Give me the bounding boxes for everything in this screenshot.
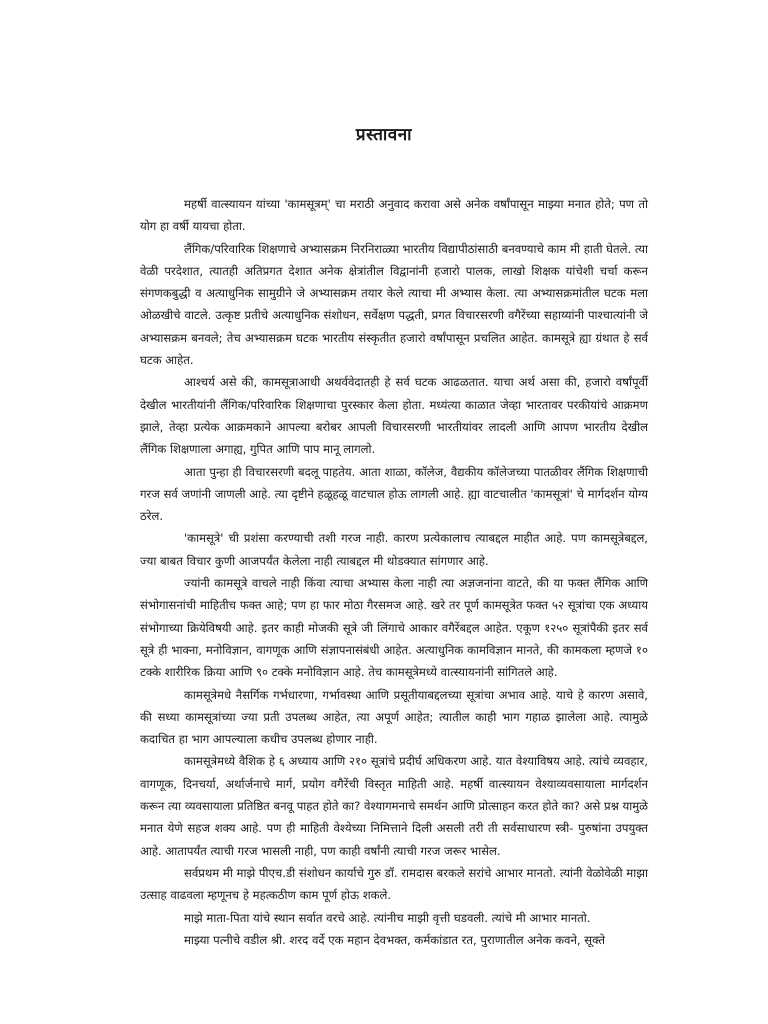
paragraph: माझ्या पत्नीचे वडील श्री. शरद वर्दे एक महान देवभक्त, कर्मकांडात रत, पुराणातील अनेक कवने, सूक्ते (184, 932, 605, 947)
paragraph: माझे माता-पिता यांचे स्थान सर्वात वरचे आहे. त्यांनीच माझी वृत्ती घडवली. त्यांचे मी आभार मानतो. (184, 910, 591, 925)
paragraph: कामसूत्रेमधे नैसर्गिक गर्भधारणा, गर्भावस्था आणि प्रसूतीयाबद्दलच्या सूत्रांचा अभाव आहे. याचे हे कारण असावे, की सध्या कामसूत्रांच्या ज्या प्रती उपलब्ध आहेत, त्या अपूर्ण आहेत; त्यातील काही भाग गहाळ झालेला आहे. त्यामुळे कदाचित हा भाग आपल्याला कधीच उपलब्ध होणार नाही. (140, 687, 648, 747)
paragraph: ज्यांनी कामसूत्रे वाचले नाही किंवा त्याचा अभ्यास केला नाही त्या अज्ञजनांना वाटते, की या फक्त लैंगिक आणि संभोगासनांची माहितीच फक्त आहे; पण हा फार मोठा गैरसमज आहे. खरे तर पूर्ण कामसूत्रेत फक्त ५२ सूत्रांचा एक अध्याय संभोगाच्या क्रियेविषयी आहे. इतर काही मोजकी सूत्रे जी लिंगाचे आकार वगैरेंबद्दल आहेत. एकूण १२५० सूत्रांपैकी इतर सर्व सूत्रे ही भाक्ना, मनोविज्ञान, वागणूक आणि संज्ञापनासंबंधी आहेत. अत्याधुनिक कामविज्ञान मानते, की कामकला म्हणजे १० टक्के शारीरिक क्रिया आणि ९० टक्के मनोविज्ञान आहे. तेच कामसूत्रेमध्ये वात्स्यायनांनी सांगितले आहे. (140, 576, 648, 680)
page-title: प्रस्तावना (355, 125, 413, 145)
paragraph: आश्चर्य असे की, कामसूत्राआधी अथर्ववेदातही हे सर्व घटक आढळतात. याचा अर्थ असा की, हजारो वर्षांपूर्वी देखील भारतीयांनी लैंगिक/परिवारिक शिक्षणाचा पुरस्कार केला होता. मध्यंत्या काळात जेव्हा भारतावर परकीयांचे आक्रमण झाले, तेव्हा प्रत्येक आक्रमकाने आपल्या बरोबर आपली विचारसरणी भारतीयांवर लादली आणि आपण भारतीय देखील लैंगिक शिक्षणाला अगाह्य, गुपित आणि पाप मानू लागलो. (140, 375, 648, 457)
paragraph: महर्षी वात्स्यायन यांच्या 'कामसूत्रम्' चा मराठी अनुवाद करावा असे अनेक वर्षांपासून माझ्या मनात होते; पण तो योग हा वर्षी यायचा होता. (140, 197, 648, 234)
paragraph: कामसूत्रेमध्ये वैशिक हे ६ अध्याय आणि २१० सूत्रांचे प्रदीर्घ अधिकरण आहे. यात वेश्याविषय आहे. त्यांचे व्यवहार, वागणूक, दिनचर्या, अर्थार्जनाचे मार्ग, प्रयोग वगैरेंची विस्तृत माहिती आहे. महर्षी वात्स्यायन वेश्याव्यवसायाला मार्गदर्शन करून त्या व्यवसायाला प्रतिष्ठित बनवू पाहत होते का? वेश्यागमनाचे समर्थन आणि प्रोत्साहन करत होते का? असे प्रश्न यामुळे मनात येणे सहज शक्य आहे. पण ही माहिती वेश्येच्या निमित्ताने दिली असली तरी ती सर्वसाधारण स्त्री- पुरुषांना उपयुक्त आहे. आतापर्यंत त्याची गरज भासली नाही, पण काही वर्षांनी त्याची गरज जरूर भासेल. (140, 754, 648, 858)
paragraph: आता पुन्हा ही विचारसरणी बदलू पाहतेय. आता शाळा, कॉलेज, वैद्यकीय कॉलेजच्या पातळीवर लैंगिक शिक्षणाची गरज सर्व जणांनी जाणली आहे. त्या दृष्टीने हळूहळू वाटचाल होऊ लागली आहे. ह्या वाटचालीत 'कामसूत्रां' चे मार्गदर्शन योग्य ठरेल. (140, 464, 648, 524)
body-text (140, 193, 648, 951)
paragraph: 'कामसूत्रे' ची प्रशंसा करण्याची तशी गरज नाही. कारण प्रत्येकालाच त्याबद्दल माहीत आहे. पण कामसूत्रेबद्दल, ज्या बाबत विचार कुणी आजपर्यंत केलेला नाही त्याबद्दल मी थोडक्यात सांगणार आहे. (140, 531, 648, 568)
paragraph: लैंगिक/परिवारिक शिक्षणाचे अभ्यासक्रम निरनिराळ्या भारतीय विद्यापीठांसाठी बनवण्याचे काम मी हाती घेतले. त्या वेळी परदेशात, त्यातही अतिप्रगत देशात अनेक क्षेत्रांतील विद्वानांनी हजारो पालक, लाखो शिक्षक यांचेशी चर्चा करून संगणकबुद्धी व अत्याधुनिक सामुग्रीने जे अभ्यासक्रम तयार केले त्याचा मी अभ्यास केला. त्या अभ्यासक्रमांतील घटक मला ओळखीचे वाटले. उत्कृष्ट प्रतीचे अत्याधुनिक संशोधन, सर्वेक्षण पद्धती, प्रगत विचारसरणी वगैरेंच्या सहाय्यांनी पाश्चात्यांनी जे अभ्यासक्रम बनवले; तेच अभ्यासक्रम घटक भारतीय संस्कृतीत हजारो वर्षांपासून प्रचलित आहेत. कामसूत्रे ह्या ग्रंथात हे सर्व घटक आहेत. (140, 241, 648, 368)
paragraph: सर्वप्रथम मी माझे पीएच.डी संशोधन कार्याचे गुरु डॉ. रामदास बरकले सरांचे आभार मानतो. त्यांनी वेळोवेळी माझा उत्साह वाढवला म्हणूनच हे महत्कठीण काम पूर्ण होऊ शकले. (140, 865, 648, 903)
